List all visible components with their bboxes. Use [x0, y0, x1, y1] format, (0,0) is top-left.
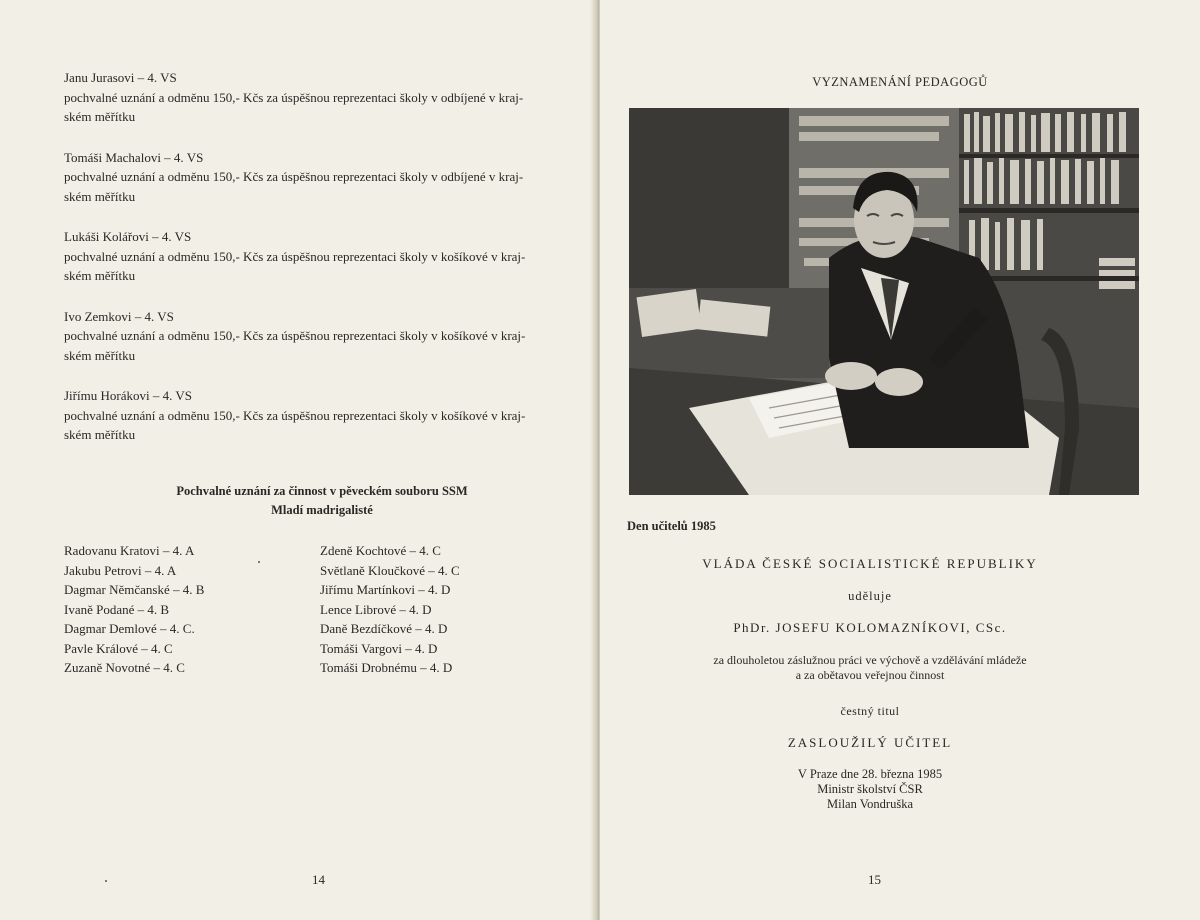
award-description: pochvalné uznání a odměnu 150,- Kčs za úspěšnou reprezentaci školy v košíkové v kraj- — [64, 328, 526, 343]
award-recipient: Janu Jurasovi – 4. VS — [64, 70, 177, 85]
teacher-photo — [629, 108, 1139, 495]
award-entry — [64, 68, 584, 127]
section-subtitle-line: Mladí madrigalisté — [271, 503, 373, 517]
choir-member: Radovanu Kratovi – 4. A — [64, 543, 195, 558]
award-entry — [64, 307, 584, 366]
choir-member: Daně Bezdíčkové – 4. D — [320, 621, 448, 636]
award-description: pochvalné uznání a odměnu 150,- Kčs za úspěšnou reprezentaci školy v odbíjené v kraj- — [64, 169, 524, 184]
reason-line: a za obětavou veřejnou činnost — [795, 668, 945, 682]
award-entry — [64, 227, 584, 286]
award-recipient: Lukáši Kolářovi – 4. VS — [64, 229, 192, 244]
section-title-line: Pochvalné uznání za činnost v pěveckém souboru SSM — [176, 484, 468, 498]
award-entry — [64, 386, 584, 445]
choir-member: Světlaně Kloučkové – 4. C — [320, 562, 460, 578]
signature-line: V Praze dne 28. března 1985 — [797, 767, 943, 781]
choir-member: Pavle Králové – 4. C — [64, 640, 173, 656]
choir-member: Ivaně Podané – 4. B — [64, 601, 170, 617]
decree-verb: uděluje — [848, 589, 892, 603]
photo-illustration — [629, 108, 1139, 495]
page-number-left: 14 — [312, 872, 325, 887]
award-recipient: Jiřímu Horákovi – 4. VS — [64, 388, 192, 403]
award-description-cont: ském měřítku — [64, 268, 136, 283]
award-description-cont: ském měřítku — [64, 427, 136, 442]
award-description: pochvalné uznání a odměnu 150,- Kčs za úspěšnou reprezentaci školy v odbíjené v kraj- — [64, 89, 524, 105]
award-description: pochvalné uznání a odměnu 150,- Kčs za úspěšnou reprezentaci školy v košíkové v kraj- — [64, 407, 526, 423]
signature-line: Milan Vondruška — [827, 797, 913, 811]
choir-member: Tomáši Vargovi – 4. D — [320, 640, 438, 656]
choir-member: Dagmar Demlové – 4. C. — [64, 621, 195, 636]
award-description-cont: ském měřítku — [64, 109, 136, 124]
print-speck — [258, 561, 260, 563]
award-description: pochvalné uznání a odměnu 150,- Kčs za úspěšnou reprezentaci školy v košíkové v kraj- — [64, 248, 526, 264]
left-page — [0, 0, 596, 920]
choir-names-column-1 — [64, 541, 204, 678]
awards-list — [64, 68, 584, 466]
issuing-government: VLÁDA ČESKÉ SOCIALISTICKÉ REPUBLIKY — [702, 556, 1038, 571]
page-number-right: 15 — [868, 872, 881, 887]
decree-signature — [640, 767, 1100, 812]
choir-member: Tomáši Drobnému – 4. D — [320, 660, 453, 675]
decree-reason — [640, 653, 1100, 683]
honor-label: čestný titul — [840, 704, 900, 718]
right-page-title: VYZNAMENÁNÍ PEDAGOGŮ — [812, 75, 988, 89]
award-entry — [64, 148, 584, 207]
award-description-cont: ském měřítku — [64, 188, 136, 204]
choir-member: Jiřímu Martínkovi – 4. D — [320, 582, 451, 597]
choir-member: Zuzaně Novotné – 4. C — [64, 660, 185, 675]
honoree-name: PhDr. JOSEFU KOLOMAZNÍKOVI, CSc. — [733, 620, 1007, 635]
award-recipient: Ivo Zemkovi – 4. VS — [64, 308, 174, 324]
print-speck — [105, 880, 107, 882]
reason-line: za dlouholetou záslužnou práci ve výchově a vzdělávání mládeže — [713, 653, 1027, 667]
honor-title: ZASLOUŽILÝ UČITEL — [787, 735, 953, 750]
choir-member: Lence Librové – 4. D — [320, 601, 432, 617]
choir-member: Dagmar Němčanské – 4. B — [64, 582, 205, 597]
choir-section-title — [64, 482, 580, 520]
photo-caption: Den učitelů 1985 — [627, 519, 716, 533]
choir-names-column-2 — [320, 541, 460, 678]
choir-member: Zdeně Kochtové – 4. C — [320, 543, 441, 558]
award-description-cont: ském měřítku — [64, 347, 136, 363]
choir-member: Jakubu Petrovi – 4. A — [64, 562, 177, 578]
award-recipient: Tomáši Machalovi – 4. VS — [64, 149, 204, 165]
signature-line: Ministr školství ČSR — [817, 782, 923, 796]
